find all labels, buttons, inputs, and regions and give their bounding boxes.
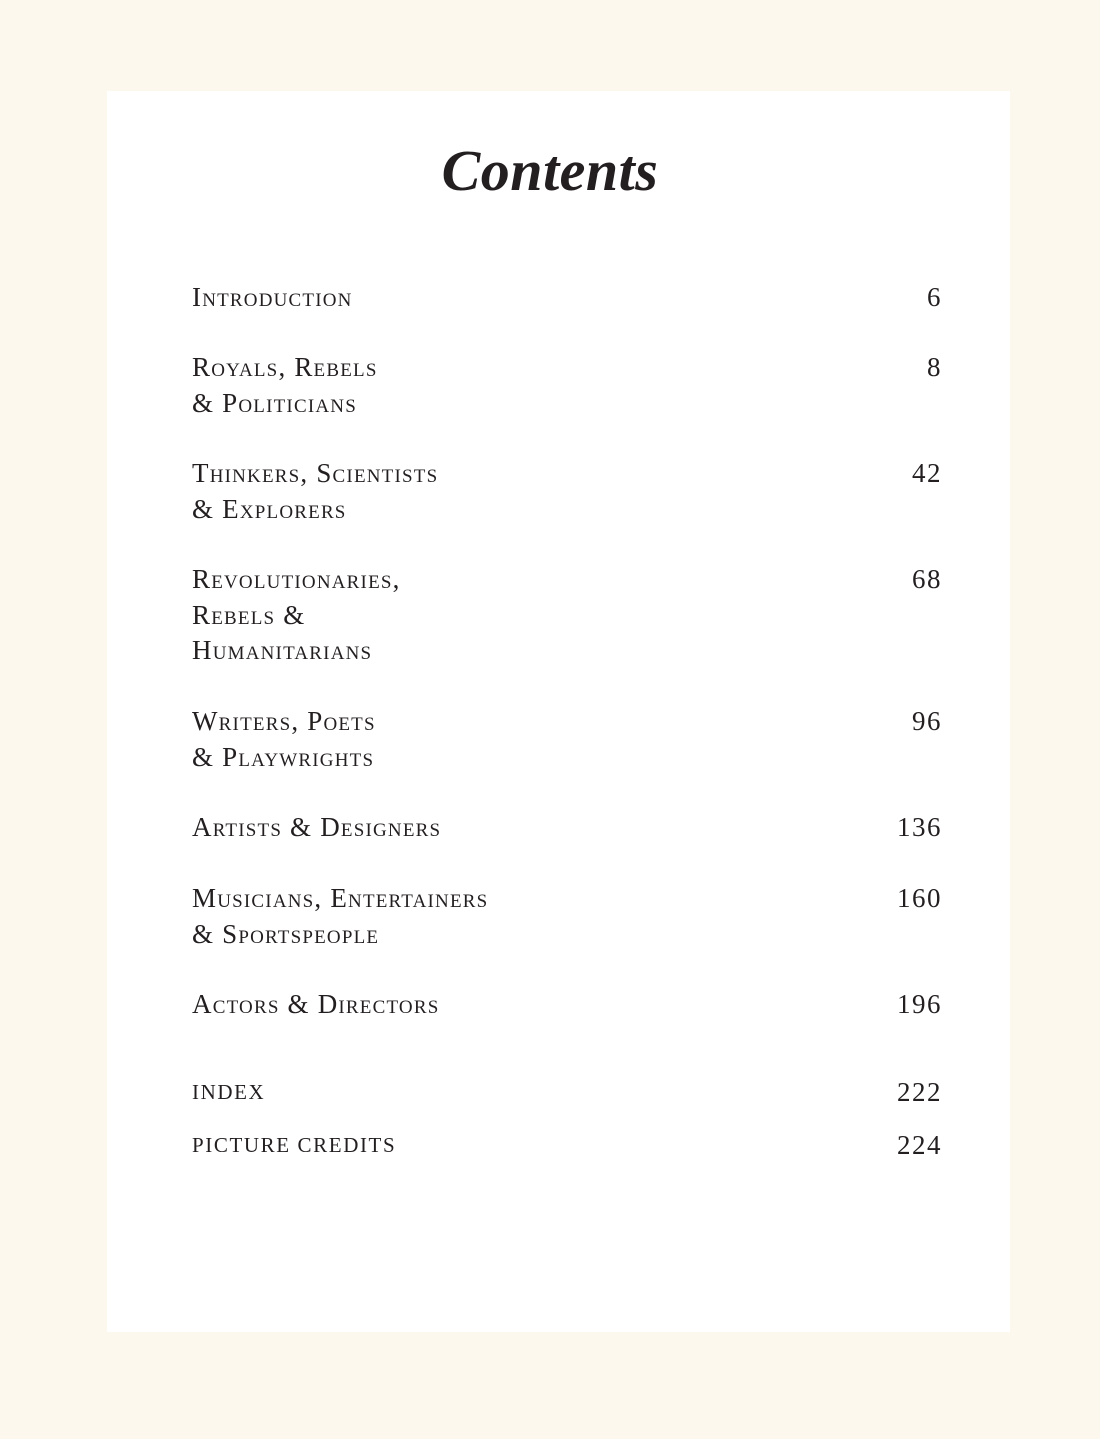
- toc-entry-index[interactable]: [192, 1075, 942, 1111]
- toc-entry-label: Musicians, Entertainers & Sportspeople: [192, 883, 489, 949]
- toc-entry-actors[interactable]: [192, 987, 942, 1023]
- toc-entry-label: Introduction: [192, 282, 353, 312]
- toc-entry-page: 160: [897, 883, 942, 913]
- toc-entry-picture-credits[interactable]: [192, 1128, 942, 1164]
- toc-entry-label: Writers, Poets & Playwrights: [192, 706, 376, 772]
- toc-entry-page: 96: [912, 706, 942, 736]
- toc-entry-page: 68: [912, 564, 942, 594]
- toc-entry-label: INDEX: [192, 1080, 266, 1104]
- toc-entry-page: 42: [912, 458, 942, 488]
- toc-entry-page: 196: [897, 989, 942, 1019]
- toc-entry-label: Actors & Directors: [192, 989, 440, 1019]
- toc-entry-introduction[interactable]: [192, 280, 942, 316]
- toc-entry-artists[interactable]: [192, 810, 942, 846]
- toc-entry-label: Revolutionaries, Rebels & Humanitarians: [192, 564, 401, 665]
- toc-entry-writers[interactable]: [192, 704, 942, 775]
- toc-entry-page: 8: [927, 352, 942, 382]
- toc-entry-label: Royals, Rebels & Politicians: [192, 352, 378, 418]
- toc-entry-label: PICTURE CREDITS: [192, 1133, 397, 1157]
- toc-entry-thinkers[interactable]: [192, 456, 942, 527]
- toc-entry-label: Thinkers, Scientists & Explorers: [192, 458, 439, 524]
- toc-entry-musicians[interactable]: [192, 881, 942, 952]
- toc-entry-page: 136: [897, 812, 942, 842]
- toc-entry-page: 224: [897, 1130, 942, 1160]
- page-title: Contents: [441, 138, 659, 203]
- toc-entry-page: 222: [897, 1077, 942, 1107]
- toc-entry-label: Artists & Designers: [192, 812, 442, 842]
- toc-entry-royals[interactable]: [192, 350, 942, 421]
- toc-entry-revolutionaries[interactable]: [192, 562, 942, 669]
- toc-entry-page: 6: [927, 282, 942, 312]
